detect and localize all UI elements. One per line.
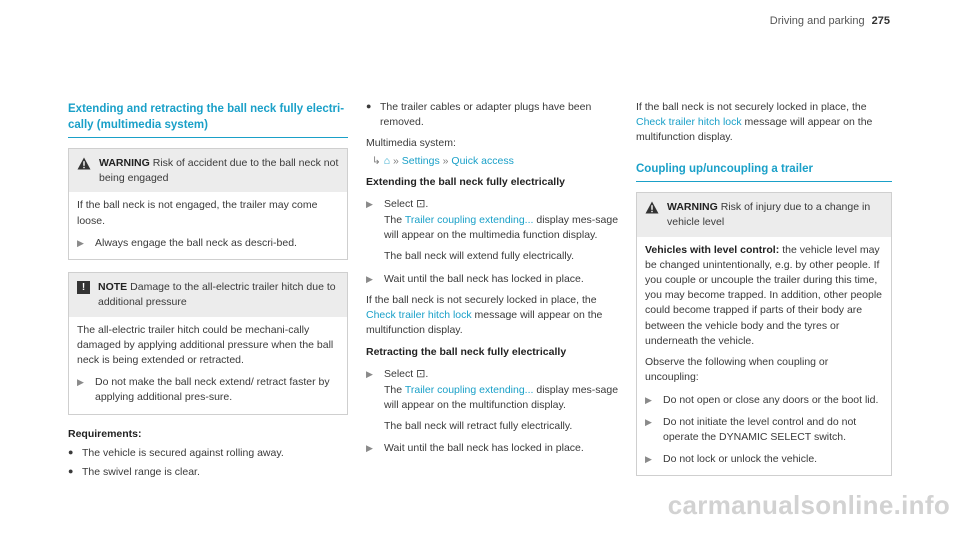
warning-triangle-icon bbox=[77, 157, 91, 170]
step-text: Select bbox=[384, 367, 414, 380]
list-item bbox=[68, 465, 348, 480]
step-text: Do not make the ball neck extend/ retract faster by applying additional pres-sure. bbox=[95, 376, 330, 404]
watermark-text: carmanualsonline.info bbox=[667, 490, 950, 521]
level-control-label: Vehicles with level control: bbox=[645, 243, 780, 256]
display-message-link: Check trailer hitch lock bbox=[366, 309, 472, 322]
step-arrow-icon: ▶ bbox=[366, 199, 373, 210]
column-1 bbox=[68, 102, 348, 480]
step-text: Select bbox=[384, 198, 414, 211]
step-text: Do not initiate the level control and do not operate the DYNAMIC SELECT switch. bbox=[663, 415, 857, 444]
section-title-coupling: Coupling up/uncoupling a trailer bbox=[636, 162, 892, 183]
requirements-label: Requirements: bbox=[68, 427, 142, 440]
display-message-link: Trailer coupling extending... bbox=[404, 214, 534, 227]
menu-path bbox=[366, 154, 624, 169]
requirement-text: The swivel range is clear. bbox=[82, 466, 200, 479]
result-text: The ball neck will extend fully electrically. bbox=[384, 250, 575, 263]
step-arrow-icon: ▶ bbox=[645, 416, 652, 427]
home-icon[interactable]: ⌂ bbox=[383, 154, 391, 167]
warning-lead: Risk of accident due to the ball neck not being engaged bbox=[99, 157, 339, 185]
step-text: Do not lock or unlock the vehicle. bbox=[663, 453, 818, 466]
instruction-step bbox=[645, 415, 883, 445]
step-text: The bbox=[384, 214, 403, 227]
instruction-step bbox=[645, 393, 883, 408]
step-text: Do not open or close any doors or the boot lid. bbox=[663, 393, 879, 406]
step-arrow-icon: ▶ bbox=[77, 237, 84, 248]
chevron-icon: » bbox=[442, 154, 449, 167]
step-text: The bbox=[384, 383, 403, 396]
page-header bbox=[770, 14, 890, 30]
heading-extending: Extending the ball neck fully electrically bbox=[366, 175, 565, 188]
heading-retracting: Retracting the ball neck fully electrically bbox=[366, 345, 567, 358]
chevron-icon: » bbox=[393, 154, 399, 167]
step-arrow-icon: ▶ bbox=[366, 368, 373, 379]
instruction-step bbox=[77, 375, 339, 405]
step-arrow-icon: ▶ bbox=[366, 443, 373, 454]
list-item bbox=[68, 446, 348, 461]
instruction-step: ▶ Select ⊡. The Trailer coupling extending... display mes-sage will appear on the multifunction display. The ball neck will retract fully electrically. bbox=[366, 367, 624, 435]
observe-text: Observe the following when coupling or uncoupling: bbox=[645, 356, 829, 384]
instruction-step bbox=[645, 452, 883, 467]
list-item bbox=[366, 100, 624, 130]
page-number: 275 bbox=[871, 15, 890, 27]
note-body: The all-electric trailer hitch could be mechani-cally damaged by applying additional pressure when the ball neck is being extended or retracted. bbox=[77, 323, 334, 366]
step-arrow-icon: ▶ bbox=[366, 273, 373, 284]
step-text: Wait until the ball neck has locked in place. bbox=[384, 272, 584, 285]
instruction-step bbox=[77, 236, 339, 251]
result-text: The ball neck will retract fully electrically. bbox=[384, 420, 573, 433]
bullet-icon: ● bbox=[68, 466, 74, 477]
warning-triangle-icon bbox=[645, 201, 659, 214]
display-message-link: Check trailer hitch lock bbox=[636, 116, 742, 129]
path-arrow-icon: ↳ bbox=[372, 154, 381, 167]
note-keyword: NOTE bbox=[98, 281, 128, 294]
bullet-icon: ● bbox=[366, 101, 372, 111]
warning-box-accident bbox=[68, 148, 348, 260]
display-message-link: Trailer coupling extending... bbox=[404, 383, 534, 396]
warning-box-injury bbox=[636, 192, 892, 476]
step-text: Always engage the ball neck as descri-bed. bbox=[95, 236, 297, 249]
step-arrow-icon: ▶ bbox=[645, 454, 652, 465]
note-box-damage bbox=[68, 272, 348, 415]
note-lead: Damage to the all-electric trailer hitch due to additional pressure bbox=[98, 281, 336, 309]
step-text: display mes-sage will appear on the multimedia function display. bbox=[384, 214, 619, 242]
warning-keyword: WARNING bbox=[667, 201, 718, 214]
multimedia-label: Multimedia system: bbox=[366, 137, 456, 150]
instruction-step bbox=[366, 272, 624, 287]
instruction-step bbox=[366, 441, 624, 456]
warning-body: If the ball neck is not engaged, the trailer may come loose. bbox=[77, 199, 318, 227]
warning-lead: Risk of injury due to a change in vehicle level bbox=[667, 201, 871, 229]
step-arrow-icon: ▶ bbox=[77, 377, 84, 388]
step-text: Wait until the ball neck has locked in place. bbox=[384, 442, 584, 455]
note-exclamation-icon: ! bbox=[77, 281, 90, 294]
menu-quick-access[interactable]: Quick access bbox=[451, 154, 514, 167]
locked-info: If the ball neck is not securely locked in place, the Check trailer hitch lock message will appear on the multifunction display. bbox=[636, 101, 873, 144]
trailer-hitch-icon: ⊡ bbox=[416, 198, 426, 211]
trailer-hitch-icon: ⊡ bbox=[416, 367, 426, 380]
bullet-icon: ● bbox=[68, 446, 74, 457]
menu-settings[interactable]: Settings bbox=[401, 154, 440, 167]
requirement-text: The vehicle is secured against rolling away. bbox=[82, 446, 284, 459]
section-title-extend-retract: Extending and retracting the ball neck fully electri-cally (multimedia system) bbox=[68, 102, 348, 138]
step-text: display mes-sage will appear on the multifunction display. bbox=[384, 383, 619, 411]
warning-keyword: WARNING bbox=[99, 157, 150, 170]
requirement-text: The trailer cables or adapter plugs have been removed. bbox=[380, 101, 592, 129]
locked-info: If the ball neck is not securely locked in place, the Check trailer hitch lock message will appear on the multifunction display. bbox=[366, 293, 603, 337]
instruction-step: ▶ Select ⊡. The Trailer coupling extending... display mes-sage will appear on the multimedia function display. The ball neck will extend fully electrically. bbox=[366, 197, 624, 265]
header-section: Driving and parking bbox=[769, 15, 865, 27]
warning-body: the vehicle level may be changed unintentionally, e.g. by other people. If you couple or uncouple the trailer during this time, you may become trapped. In addition, other people could become trapped if parts of their body are between the vehicle body and the tyres or underneath the vehicle. bbox=[645, 243, 882, 347]
column-3 bbox=[636, 100, 892, 488]
column-2 bbox=[366, 100, 624, 457]
step-arrow-icon: ▶ bbox=[645, 394, 652, 405]
